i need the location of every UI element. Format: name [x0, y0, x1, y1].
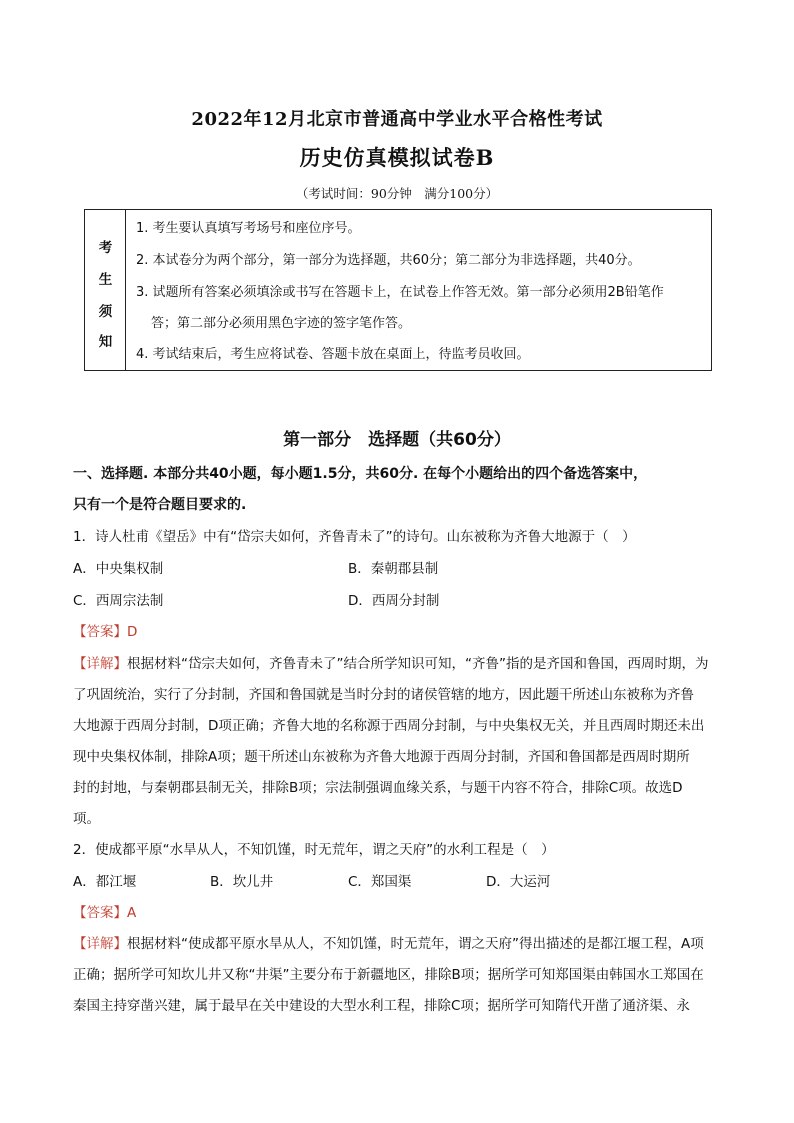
question-option: C．西周宗法制	[73, 593, 164, 609]
exam-duration-score: （考试时间：90分钟 满分100分）	[295, 186, 499, 201]
explanation-text: 根据材料“使成都平原水旱从人，不知饥馑，时无荒年，谓之天府”得出描述的是都江堰工程，A项	[127, 936, 704, 952]
paper-title: 历史仿真模拟试卷B	[299, 145, 495, 170]
question-option: A．都江堰	[73, 874, 137, 890]
explanation-line: 正确；据所学可知坎儿井又称“井渠”主要分布于新疆地区，排除B项；据所学可知郑国渠由韩国水工郑国在	[73, 967, 704, 983]
notice-label	[85, 210, 126, 370]
answer-label: 【答案】	[73, 905, 127, 921]
question-option: A．中央集权制	[73, 561, 164, 577]
question-option: B．秦朝郡县制	[348, 561, 439, 577]
explanation-text: 根据材料“岱宗夫如何，齐鲁青未了”结合所学知识可知，“齐鲁”指的是齐国和鲁国，西周时期，为	[127, 656, 709, 672]
answer-value: D	[127, 624, 138, 640]
explanation-line: 了巩固统治，实行了分封制，齐国和鲁国就是当时分封的诸侯管辖的地方，因此题干所述山东被称为齐鲁	[73, 687, 694, 703]
section-instructions: 一、选择题. 本部分共40小题，每小题1.5分，共60分. 在每个小题给出的四个备选答案中，	[73, 466, 648, 482]
explanation-line: 项。	[73, 811, 100, 827]
notice-line: 4. 考试结束后，考生应将试卷、答题卡放在桌面上，待监考员收回。	[136, 347, 530, 362]
notice-line: 2. 本试卷分为两个部分，第一部分为选择题，共60分；第二部分为非选择题，共40分。	[136, 253, 641, 268]
answer-value: A	[127, 905, 137, 921]
question-stem: 1．诗人杜甫《望岳》中有“岱宗夫如何，齐鲁青未了”的诗句。山东被称为齐鲁大地源于（ ）	[73, 529, 636, 545]
notice-label-char: 考	[98, 240, 113, 256]
question-stem: 2．使成都平原“水旱从人，不知饥馑，时无荒年，谓之天府”的水利工程是（ ）	[73, 842, 555, 858]
answer	[73, 620, 137, 640]
notice-label-char: 生	[98, 272, 113, 288]
explanation-line: 秦国主持穿凿兴建，属于最早在关中建设的大型水利工程，排除C项；据所学可知隋代开凿了通济渠、永	[73, 998, 690, 1014]
section-instructions: 只有一个是符合题目要求的.	[73, 497, 247, 513]
candidate-notice-box	[84, 209, 712, 371]
answer	[73, 901, 136, 921]
notice-line: 1. 考生要认真填写考场号和座位序号。	[136, 221, 361, 236]
question-option: D．大运河	[486, 874, 551, 890]
explanation-line	[73, 652, 708, 672]
answer-label: 【答案】	[73, 624, 127, 640]
explanation-line: 大地源于西周分封制，D项正确；齐鲁大地的名称源于西周分封制，与中央集权无关，并且西周时期还未出	[73, 718, 705, 734]
notice-line: 3. 试题所有答案必须填涂或书写在答题卡上，在试卷上作答无效。第一部分必须用2B铅笔作	[136, 285, 664, 300]
explanation-line	[73, 932, 704, 952]
section-title: 第一部分 选择题（共60分）	[283, 430, 511, 450]
question-option: B．坎儿井	[210, 874, 274, 890]
question-option: C．郑国渠	[348, 874, 412, 890]
explanation-line: 现中央集权体制，排除A项；题干所述山东被称为齐鲁大地源于西周分封制，齐国和鲁国都是西周时期所	[73, 749, 690, 765]
notice-label-char: 须	[98, 304, 113, 320]
notice-line: 答；第二部分必须用黑色字迹的签字笔作答。	[151, 316, 412, 331]
explanation-label: 【详解】	[73, 656, 127, 672]
notice-label-char: 知	[98, 334, 113, 350]
question-option: D．西周分封制	[348, 593, 440, 609]
explanation-label: 【详解】	[73, 936, 127, 952]
explanation-line: 封的封地，与秦朝郡县制无关，排除B项；宗法制强调血缘关系，与题干内容不符合，排除C项。故选D	[73, 780, 683, 796]
exam-title: 2022年12月北京市普通高中学业水平合格性考试	[191, 109, 603, 130]
